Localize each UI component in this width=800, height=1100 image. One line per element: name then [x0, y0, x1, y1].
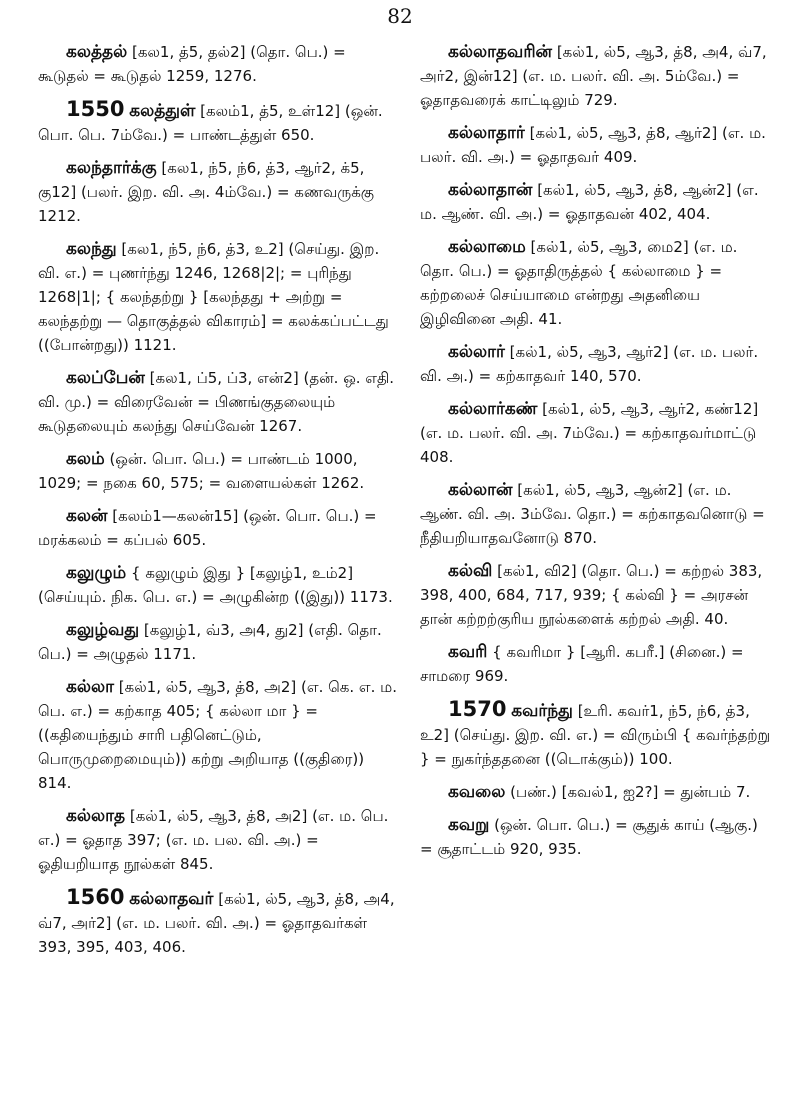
dictionary-entry: [420, 640, 775, 688]
dictionary-entry: [420, 178, 775, 226]
entry-body: [உரி. கவர்1, ந்5, ந்6, த்3, உ2] (செய்து. இற. வி. எ.) = விரும்பி { கவர்ந்தற்று } = நுகர்ந்ததனை ((டொக்கும்)) 100.: [420, 702, 771, 768]
entry-body: [கலம்1, த்5, உள்12] (ஒன். பொ. பெ. 7ம்வே.) = பாண்டத்துள் 650.: [38, 102, 383, 144]
entry-body: [கல்1, ல்5, ஆ3, ஆர்2, கண்12] (எ. ம. பலர். வி. அ. 7ம்வே.) = கற்காதவர்மாட்டு 408.: [420, 400, 759, 466]
entry-body: { கலுழும் இது } [கலுழ்1, உம்2] (செய்யும். நிக. பெ. எ.) = அழுகின்ற ((இது)) 1173.: [38, 564, 393, 606]
headword: கல்லார்: [448, 342, 505, 362]
entry-body: [கலுழ்1, வ்3, அ4, து2] (எதி. தொ. பெ.) = அழுதல் 1171.: [38, 621, 382, 663]
entry-body: { கவரிமா } [ஆரி. கபரீ.] (சினை.) = சாமரை 969.: [420, 643, 744, 685]
headword: கல்லார்கண்: [448, 399, 538, 419]
entry-body: (ஒன். பொ. பெ.) = பாண்டம் 1000, 1029; = நகை 60, 575; = வளையல்கள் 1262.: [38, 450, 365, 492]
dictionary-entry: [38, 97, 398, 147]
headword: கல்லாதான்: [448, 180, 533, 200]
dictionary-entry: [38, 561, 398, 609]
headword: கலத்தல்: [66, 42, 128, 62]
headword: கல்வி: [448, 561, 493, 581]
dictionary-entry: [420, 780, 775, 804]
headword: கலப்பேன்: [66, 368, 145, 388]
entry-body: [கல1, ந்5, ந்6, த்3, உ2] (செய்து. இற. வி. எ.) = புணர்ந்து 1246, 1268|2|; = புரிந்து 1268|1|; { கலந்தற்று } [கலந்தது + அற்று = கலந்தற்று — தொகுத்தல் விகாரம்] = கலக்கப்பட்டது ((போன்றது)) 1121.: [38, 240, 389, 354]
headword: கலுழ்வது: [66, 620, 140, 640]
headword: கவலை: [448, 782, 506, 802]
entry-body: [கலம்1—கலன்15] (ஒன். பொ. பெ.) = மரக்கலம் = கப்பல் 605.: [38, 507, 377, 549]
headword: கலத்துள்: [129, 101, 196, 121]
right-column: [420, 40, 775, 870]
entry-body: [கல1, ப்5, ப்3, என்2] (தன். ஒ. எதி. வி. மு.) = விரைவேன் = பிணங்குதலையும் கூடுதலையும் கலந்து செய்வேன் 1267.: [38, 369, 395, 435]
entry-body: [கல்1, ல்5, ஆ3, த்8, அ4, வ்7, அர்2, இன்12] (எ. ம. பலர். வி. அ. 5ம்வே.) = ஓதாதவரைக் காட்டிலும் 729.: [420, 43, 767, 109]
entry-body: [கல்1, ல்5, ஆ3, த்8, ஆர்2] (எ. ம. பலர். வி. அ.) = ஓதாதவர் 409.: [420, 124, 766, 166]
dictionary-entry: [38, 804, 398, 876]
dictionary-entry: [38, 885, 398, 959]
dictionary-entry: [38, 618, 398, 666]
entry-body: [கல1, த்5, தல்2] (தொ. பெ.) = கூடுதல் = கூடுதல் 1259, 1276.: [38, 43, 346, 85]
left-column: [38, 40, 398, 968]
headword: கல்லாதவரின்: [448, 42, 553, 62]
headword: கலம்: [66, 449, 105, 469]
dictionary-entry: [38, 40, 398, 88]
headword: கல்லாதார்: [448, 123, 525, 143]
headword: கல்லாதவர்: [129, 889, 214, 909]
entry-body: [கல்1, ல்5, ஆ3, த்8, அ2] (எ. ம. பெ. எ.) = ஓதாத 397; (எ. ம. பல. வி. அ.) = ஓதியறியாத நூல்கள் 845.: [38, 807, 389, 873]
entry-number: 1570: [448, 697, 507, 721]
entry-body: [கல்1, வி2] (தொ. பெ.) = கற்றல் 383, 398, 400, 684, 717, 939; { கல்வி } = அரசன் தான் கற்றற்குரிய நூல்களைக் கற்றல் அதி. 40.: [420, 562, 763, 628]
dictionary-entry: [420, 813, 775, 861]
entry-body: [கல1, ந்5, ந்6, த்3, ஆர்2, க்5, கு12] (பலர். இற. வி. அ. 4ம்வே.) = கணவருக்கு 1212.: [38, 159, 375, 225]
dictionary-entry: [420, 40, 775, 112]
headword: கவரி: [448, 642, 488, 662]
dictionary-entry: [38, 447, 398, 495]
dictionary-entry: [38, 504, 398, 552]
headword: கவறு: [448, 815, 490, 835]
dictionary-entry: [38, 156, 398, 228]
entry-body: [கல்1, ல்5, ஆ3, த்8, அ2] (எ. கெ. எ. ம. பெ. எ.) = கற்காத 405; { கல்லா மா } = ((கதியைந்தும் சாரி பதினெட்டும், பொருமுறைமையும்)) கற்று அறியாத ((குதிரை)) 814.: [38, 678, 397, 792]
headword: கவர்ந்து: [511, 701, 573, 721]
dictionary-entry: [38, 366, 398, 438]
headword: கலன்: [66, 506, 108, 526]
dictionary-entry: [420, 121, 775, 169]
entry-body: [கல்1, ல்5, ஆ3, மை2] (எ. ம. தொ. பெ.) = ஓதாதிருத்தல் { கல்லாமை } = கற்றலைச் செய்யாமை என்றது அதனியை இழிவினை அதி. 41.: [420, 238, 738, 328]
dictionary-entry: [420, 478, 775, 550]
headword: கலந்தார்க்கு: [66, 158, 157, 178]
entry-body: [கல்1, ல்5, ஆ3, ஆன்2] (எ. ம. ஆண். வி. அ. 3ம்வே. தொ.) = கற்காதவனொடு = நீதியறியாதவனோடு 870.: [420, 481, 765, 547]
dictionary-entry: [420, 397, 775, 469]
dictionary-entry: [38, 675, 398, 795]
dictionary-entry: [38, 237, 398, 357]
dictionary-entry: [420, 697, 775, 771]
entry-number: 1550: [66, 97, 125, 121]
headword: கலுழும்: [66, 563, 127, 583]
page-number: 82: [387, 4, 413, 28]
dictionary-entry: [420, 235, 775, 331]
entry-number: 1560: [66, 885, 125, 909]
entry-body: [கல்1, ல்5, ஆ3, த்8, அ4, வ்7, அர்2] (எ. ம. பலர். வி. அ.) = ஓதாதவர்கள் 393, 395, 403, 406.: [38, 890, 395, 956]
entry-body: (ஒன். பொ. பெ.) = சூதுக் காய் (ஆகு.) = சூதாட்டம் 920, 935.: [420, 816, 758, 858]
dictionary-entry: [420, 340, 775, 388]
headword: கல்லாமை: [448, 237, 526, 257]
headword: கல்லாத: [66, 806, 126, 826]
entry-body: (பண்.) [கவல்1, ஐ2?] = துன்பம் 7.: [510, 783, 751, 801]
headword: கல்லான்: [448, 480, 513, 500]
entry-body: [கல்1, ல்5, ஆ3, த்8, ஆன்2] (எ. ம. ஆண். வி. அ.) = ஓதாதவன் 402, 404.: [420, 181, 759, 223]
headword: கல்லா: [66, 677, 114, 697]
dictionary-entry: [420, 559, 775, 631]
entry-body: [கல்1, ல்5, ஆ3, ஆர்2] (எ. ம. பலர். வி. அ.) = கற்காதவர் 140, 570.: [420, 343, 759, 385]
headword: கலந்து: [66, 239, 117, 259]
